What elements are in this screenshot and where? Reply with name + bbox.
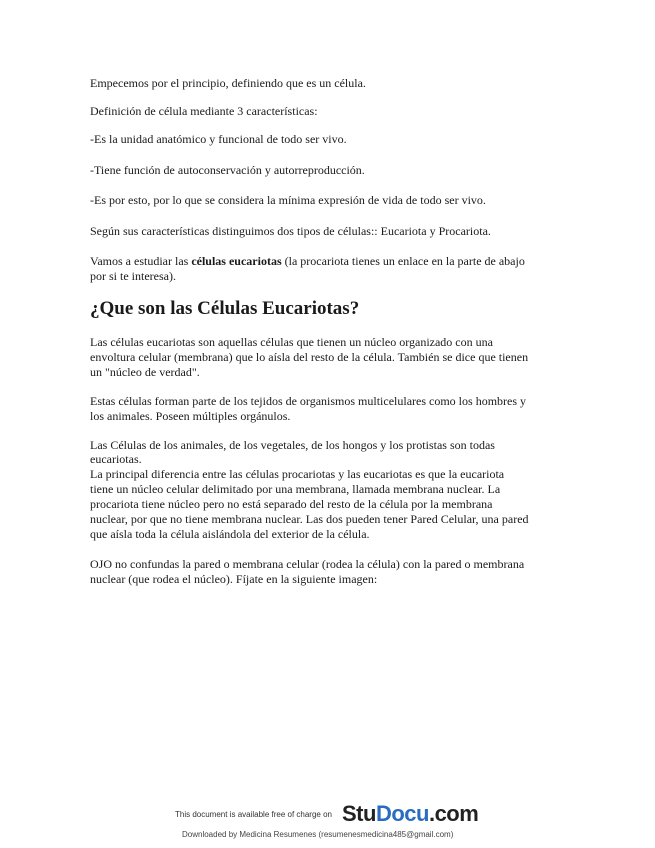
list-item-characteristic-2: -Tiene función de autoconservación y autorreproducción. — [90, 163, 365, 177]
paragraph-eukaryote-def-l3: un "núcleo de verdad". — [90, 365, 200, 379]
studocu-logo[interactable] — [342, 801, 478, 827]
paragraph-warning-l2: nuclear (que rodea el núcleo). Fíjate en la siguiente imagen: — [90, 572, 378, 586]
paragraph-difference-l1: La principal diferencia entre las células procariotas y las eucariotas es que la eucariota — [90, 467, 505, 481]
logo-stu-text: Stu — [342, 801, 376, 826]
paragraph-difference-l2: tiene un núcleo celular delimitado por una membrana, llamada membrana nuclear. La — [90, 482, 501, 496]
paragraph-difference-l4: nuclear, por que no tiene membrana nuclear. Las dos pueden tener Pared Celular, una pared — [90, 512, 529, 526]
footer-available-text: This document is available free of charge on — [175, 810, 332, 819]
paragraph-intro: Empecemos por el principio, definiendo que es un célula. — [90, 76, 366, 90]
paragraph-tissues-l2: los animales. Poseen múltiples orgánulos. — [90, 409, 291, 423]
paragraph-study-eukaryotes — [90, 254, 525, 268]
paragraph-difference-l5: que aísla toda la célula aislándola del exterior de la célula. — [90, 527, 370, 541]
list-item-characteristic-3: -Es por esto, por lo que se considera la mínima expresión de vida de todo ser vivo. — [90, 193, 486, 207]
paragraph-difference-l3: procariota tiene núcleo pero no está separado del resto de la célula por la membrana — [90, 497, 493, 511]
section-heading: ¿Que son las Células Eucariotas? — [90, 298, 360, 319]
paragraph-eukaryote-def-l1: Las células eucariotas son aquellas células que tienen un núcleo organizado con una — [90, 335, 493, 349]
paragraph-study-post: (la procariota tienes un enlace en la parte de abajo — [281, 254, 525, 268]
paragraph-study-line2: por si te interesa). — [90, 269, 176, 283]
logo-com-text: .com — [428, 801, 479, 826]
list-item-characteristic-1: -Es la unidad anatómico y funcional de todo ser vivo. — [90, 132, 347, 146]
paragraph-cell-types: Según sus características distinguimos dos tipos de células:: Eucariota y Procariota. — [90, 224, 491, 238]
paragraph-warning-l1: OJO no confundas la pared o membrana celular (rodea la célula) con la pared o membrana — [90, 557, 525, 571]
paragraph-kingdoms-l1: Las Células de los animales, de los vegetales, de los hongos y los protistas son todas — [90, 438, 495, 452]
paragraph-eukaryote-def-l2: envoltura celular (membrana) que lo aísla del resto de la célula. También se dice que tienen — [90, 350, 529, 364]
paragraph-kingdoms-l2: eucariotas. — [90, 452, 142, 466]
paragraph-definition: Definición de célula mediante 3 características: — [90, 104, 318, 118]
bold-term-celulas-eucariotas: células eucariotas — [191, 254, 282, 268]
footer-downloaded-text: Downloaded by Medicina Resumenes (resumenesmedicina485@gmail.com) — [182, 830, 454, 839]
paragraph-study-pre: Vamos a estudiar las — [90, 254, 192, 268]
paragraph-tissues-l1: Estas células forman parte de los tejidos de organismos multicelulares como los hombres y — [90, 394, 527, 408]
logo-docu-text: Docu — [375, 801, 429, 826]
